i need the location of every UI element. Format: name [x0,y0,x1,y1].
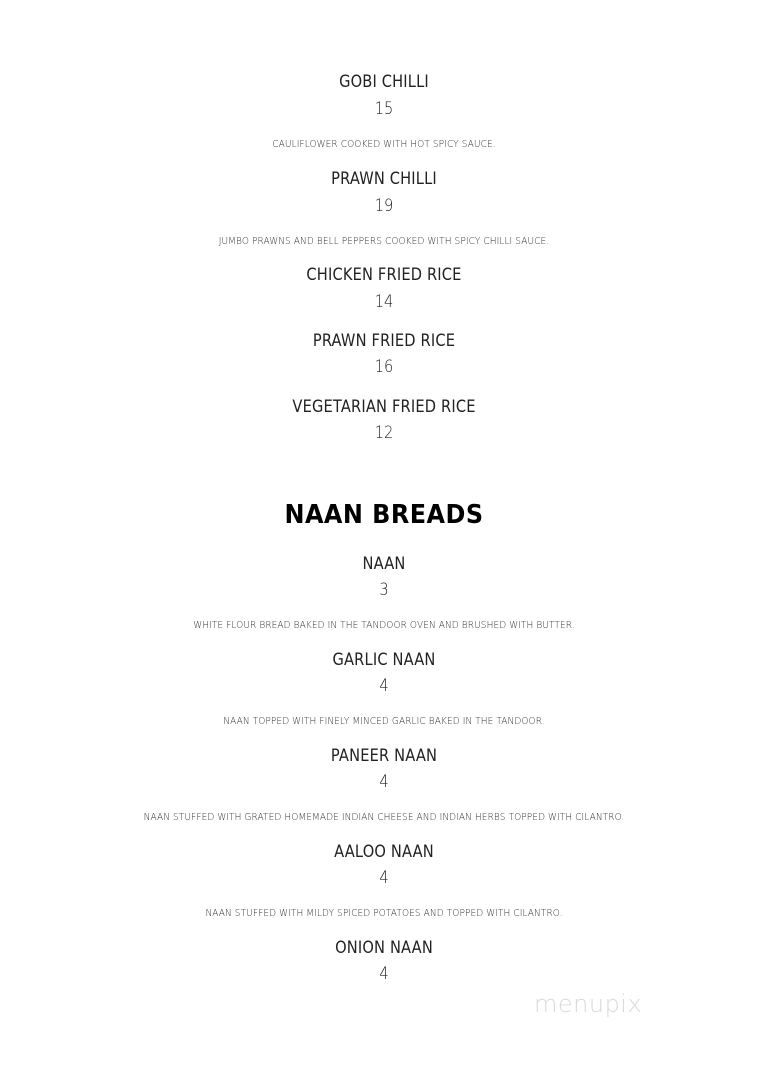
item-name-prawn-fried-rice: PRAWN FRIED RICE [312,331,456,351]
section-heading-naan-breads: NAAN BREADS [284,500,484,530]
item-name-gobi-chilli: GOBI CHILLI [339,72,429,92]
item-price-gobi-chilli: 15 [374,99,394,119]
menupix-watermark: menupix [534,990,643,1018]
item-price-onion-naan: 4 [379,964,389,984]
item-price-garlic-naan: 4 [379,676,389,696]
item-name-vegetarian-fried-rice: VEGETARIAN FRIED RICE [292,397,476,417]
item-name-naan: NAAN [362,554,406,574]
item-name-paneer-naan: PANEER NAAN [330,746,438,766]
item-price-chicken-fried-rice: 14 [374,292,394,312]
item-price-vegetarian-fried-rice: 12 [374,423,394,443]
item-price-prawn-chilli: 19 [374,196,394,216]
item-price-aaloo-naan: 4 [379,868,389,888]
item-name-aaloo-naan: AALOO NAAN [334,842,434,862]
item-desc-prawn-chilli: JUMBO PRAWNS AND BELL PEPPERS COOKED WITH SPICY CHILLI SAUCE. [218,236,550,247]
item-price-paneer-naan: 4 [379,772,389,792]
item-price-prawn-fried-rice: 16 [374,357,394,377]
item-desc-paneer-naan: NAAN STUFFED WITH GRATED HOMEMADE INDIAN CHEESE AND INDIAN HERBS TOPPED WITH CILANTRO. [143,812,625,823]
item-desc-garlic-naan: NAAN TOPPED WITH FINELY MINCED GARLIC BAKED IN THE TANDOOR. [223,716,545,727]
item-name-garlic-naan: GARLIC NAAN [332,650,436,670]
item-price-naan: 3 [379,580,389,600]
item-name-chicken-fried-rice: CHICKEN FRIED RICE [306,265,462,285]
item-name-onion-naan: ONION NAAN [335,938,433,958]
item-desc-naan: WHITE FLOUR BREAD BAKED IN THE TANDOOR OVEN AND BRUSHED WITH BUTTER. [193,620,575,631]
item-desc-aaloo-naan: NAAN STUFFED WITH MILDY SPICED POTATOES AND TOPPED WITH CILANTRO. [205,908,563,919]
item-desc-gobi-chilli: CAULIFLOWER COOKED WITH HOT SPICY SAUCE. [272,139,496,150]
item-name-prawn-chilli: PRAWN CHILLI [331,169,437,189]
